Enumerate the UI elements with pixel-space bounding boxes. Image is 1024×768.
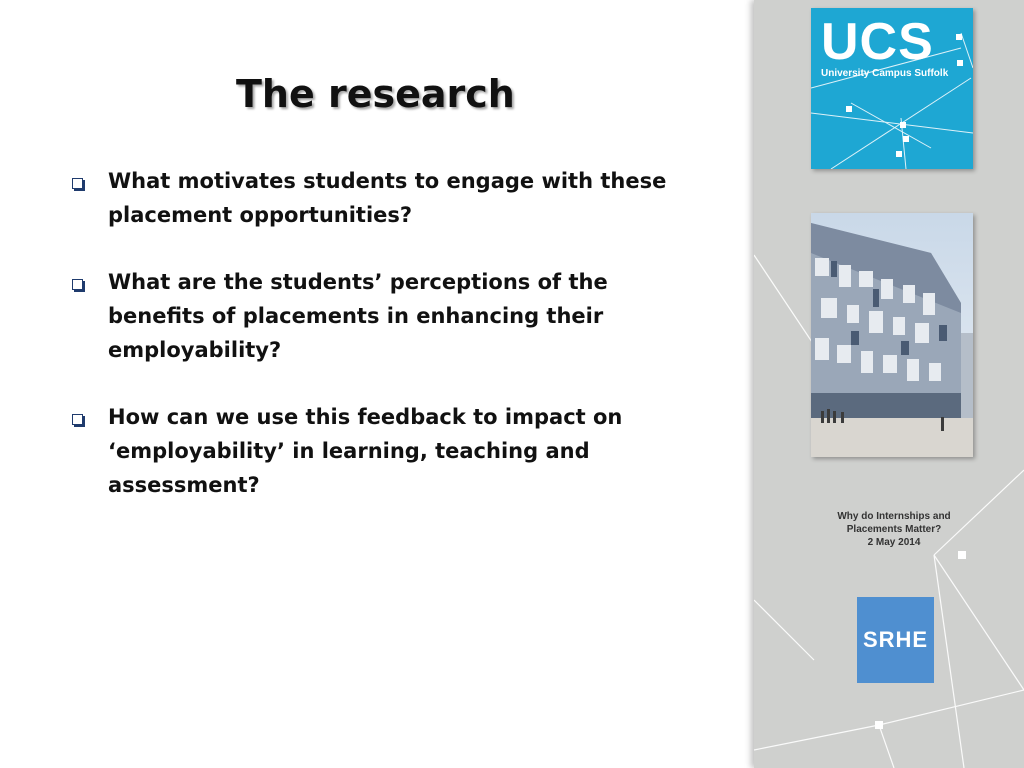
bullet-item: [72, 164, 692, 232]
bullet-item: [72, 400, 692, 502]
ucs-logo: [811, 8, 973, 169]
bullet-text: How can we use this feedback to impact on ‘employability’ in learning, teaching and assessment?: [108, 405, 623, 497]
bullet-text: What motivates students to engage with these placement opportunities?: [108, 169, 667, 227]
ucs-logo-subtitle: University Campus Suffolk: [821, 68, 949, 79]
event-caption: [814, 510, 974, 549]
bullet-text: What are the students’ perceptions of the benefits of placements in enhancing their employability?: [108, 270, 608, 362]
event-date: 2 May 2014: [867, 537, 921, 548]
srhe-logo-text: SRHE: [862, 627, 929, 652]
event-caption-line: Why do Internships and: [837, 511, 951, 522]
slide-title: The research: [236, 72, 515, 116]
bullet-list: [72, 164, 692, 535]
srhe-logo: [857, 597, 934, 683]
bullet-item: [72, 265, 692, 367]
square-bullet-icon: [72, 414, 83, 425]
sidebar: [754, 0, 1024, 768]
square-bullet-icon: [72, 178, 83, 189]
event-caption-line: Placements Matter?: [846, 524, 942, 535]
building-photo: [811, 213, 973, 457]
ucs-logo-letters: UCS: [821, 13, 934, 71]
building-illustration: [811, 213, 973, 457]
square-bullet-icon: [72, 279, 83, 290]
